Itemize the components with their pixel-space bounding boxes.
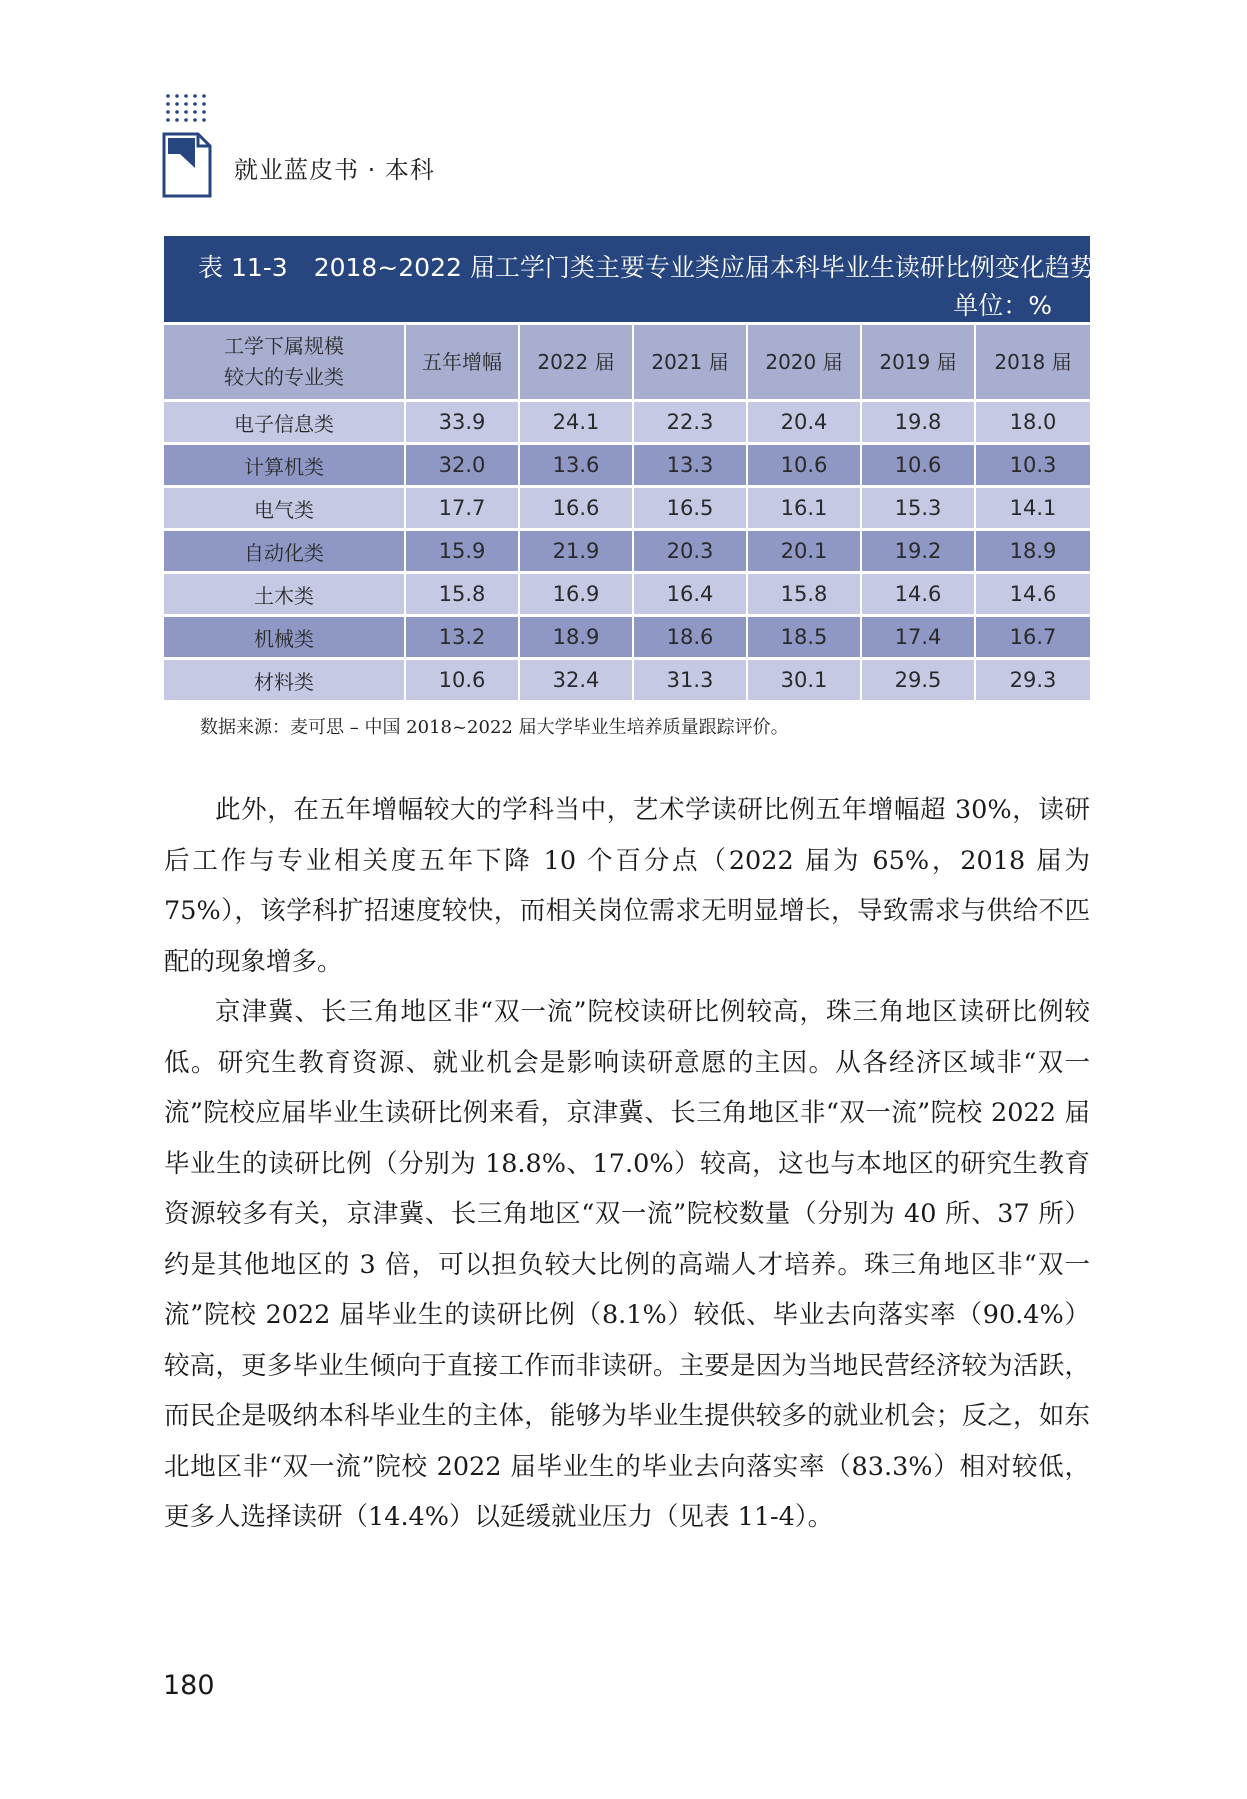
table-cell: 18.5 (747, 616, 861, 659)
table-cell: 18.9 (519, 616, 633, 659)
body-text (164, 785, 1090, 1543)
table-cell: 10.6 (405, 659, 519, 701)
paragraph: 京津冀、长三角地区非“双一流”院校读研比例较高，珠三角地区读研比例较低。研究生教育资源、就业机会是影响读研意愿的主因。从各经济区域非“双一流”院校应届毕业生读研比例来看，京津冀、长三角地区非“双一流”院校 2022 届毕业生的读研比例（分别为 18.8%、17.0%）较高，这也与本地区的研究生教育资源较多有关，京津冀、长三角地区“双一流”院校数量（分别为 40 所、37 所）约是其他地区的 3 倍，可以担负较大比例的高端人才培养。珠三角地区非“双一流”院校 2022 届毕业生的读研比例（8.1%）较低、毕业去向落实率（90.4%）较高，更多毕业生倾向于直接工作而非读研。主要是因为当地民营经济较为活跃，而民企是吸纳本科毕业生的主体，能够为毕业生提供较多的就业机会；反之，如东北地区非“双一流”院校 2022 届毕业生的毕业去向落实率（83.3%）相对较低，更多人选择读研（14.4%）以延缓就业压力（见表 11-4）。 (164, 997, 1090, 1532)
table-cell: 18.0 (975, 401, 1090, 444)
row-header: 机械类 (164, 616, 405, 659)
table-cell: 15.8 (405, 573, 519, 616)
table-cell: 16.7 (975, 616, 1090, 659)
table-cell: 15.8 (747, 573, 861, 616)
table-cell: 21.9 (519, 530, 633, 573)
book-logo-icon (162, 92, 212, 200)
row-header: 电子信息类 (164, 401, 405, 444)
column-header: 2021 届 (633, 324, 747, 401)
table-cell: 16.9 (519, 573, 633, 616)
row-header: 计算机类 (164, 444, 405, 487)
column-header-category (164, 324, 405, 401)
table-cell: 14.1 (975, 487, 1090, 530)
table-cell: 22.3 (633, 401, 747, 444)
table-row (164, 530, 1090, 573)
paragraph: 此外，在五年增幅较大的学科当中，艺术学读研比例五年增幅超 30%，读研后工作与专业相关度五年下降 10 个百分点（2022 届为 65%，2018 届为 75%），该学科扩招速度较快，而相关岗位需求无明显增长，导致需求与供给不匹配的现象增多。 (164, 795, 1090, 977)
table-cell: 18.6 (633, 616, 747, 659)
table-cell: 33.9 (405, 401, 519, 444)
table-cell: 16.1 (747, 487, 861, 530)
column-header: 2020 届 (747, 324, 861, 401)
row-header: 自动化类 (164, 530, 405, 573)
table-cell: 16.6 (519, 487, 633, 530)
data-table (164, 322, 1090, 700)
table-cell: 13.3 (633, 444, 747, 487)
table-cell: 29.5 (861, 659, 975, 701)
table-row (164, 616, 1090, 659)
table-cell: 10.3 (975, 444, 1090, 487)
table-cell: 32.0 (405, 444, 519, 487)
row-header: 电气类 (164, 487, 405, 530)
table-row (164, 573, 1090, 616)
table-cell: 30.1 (747, 659, 861, 701)
table-cell: 13.6 (519, 444, 633, 487)
table-source-note: 数据来源：麦可思 – 中国 2018~2022 届大学毕业生培养质量跟踪评价。 (200, 717, 789, 738)
table-number: 表 11-3 (198, 253, 288, 282)
table-row (164, 444, 1090, 487)
table-cell: 20.1 (747, 530, 861, 573)
table-cell: 14.6 (975, 573, 1090, 616)
table-row (164, 487, 1090, 530)
table-unit: 单位：% (953, 291, 1052, 320)
table-cell: 16.5 (633, 487, 747, 530)
table-cell: 29.3 (975, 659, 1090, 701)
table-cell: 17.4 (861, 616, 975, 659)
column-header-line: 较大的专业类 (224, 365, 344, 389)
table-cell: 16.4 (633, 573, 747, 616)
table-header-row (164, 324, 1090, 401)
column-header: 五年增幅 (405, 324, 519, 401)
table-cell: 15.9 (405, 530, 519, 573)
column-header: 2018 届 (975, 324, 1090, 401)
column-header: 2022 届 (519, 324, 633, 401)
table-title-bar (164, 236, 1095, 322)
row-header: 土木类 (164, 573, 405, 616)
table-cell: 31.3 (633, 659, 747, 701)
table-row (164, 401, 1090, 444)
table-cell: 20.4 (747, 401, 861, 444)
table-cell: 10.6 (861, 444, 975, 487)
table-cell: 19.8 (861, 401, 975, 444)
page-number: 180 (163, 1670, 215, 1701)
column-header: 2019 届 (861, 324, 975, 401)
table-cell: 10.6 (747, 444, 861, 487)
table-cell: 13.2 (405, 616, 519, 659)
table-cell: 17.7 (405, 487, 519, 530)
table-title (198, 248, 1095, 284)
table-cell: 24.1 (519, 401, 633, 444)
row-header: 材料类 (164, 659, 405, 701)
column-header-line: 工学下属规模 (224, 334, 344, 358)
table-cell: 15.3 (861, 487, 975, 530)
table-cell: 19.2 (861, 530, 975, 573)
table-cell: 20.3 (633, 530, 747, 573)
table-cell: 32.4 (519, 659, 633, 701)
running-head: 就业蓝皮书 · 本科 (234, 156, 435, 184)
table-row (164, 659, 1090, 701)
table-cell: 14.6 (861, 573, 975, 616)
table-title-text: 2018~2022 届工学门类主要专业类应届本科毕业生读研比例变化趋势 (313, 253, 1095, 282)
table-cell: 18.9 (975, 530, 1090, 573)
data-table-block (164, 236, 1095, 700)
